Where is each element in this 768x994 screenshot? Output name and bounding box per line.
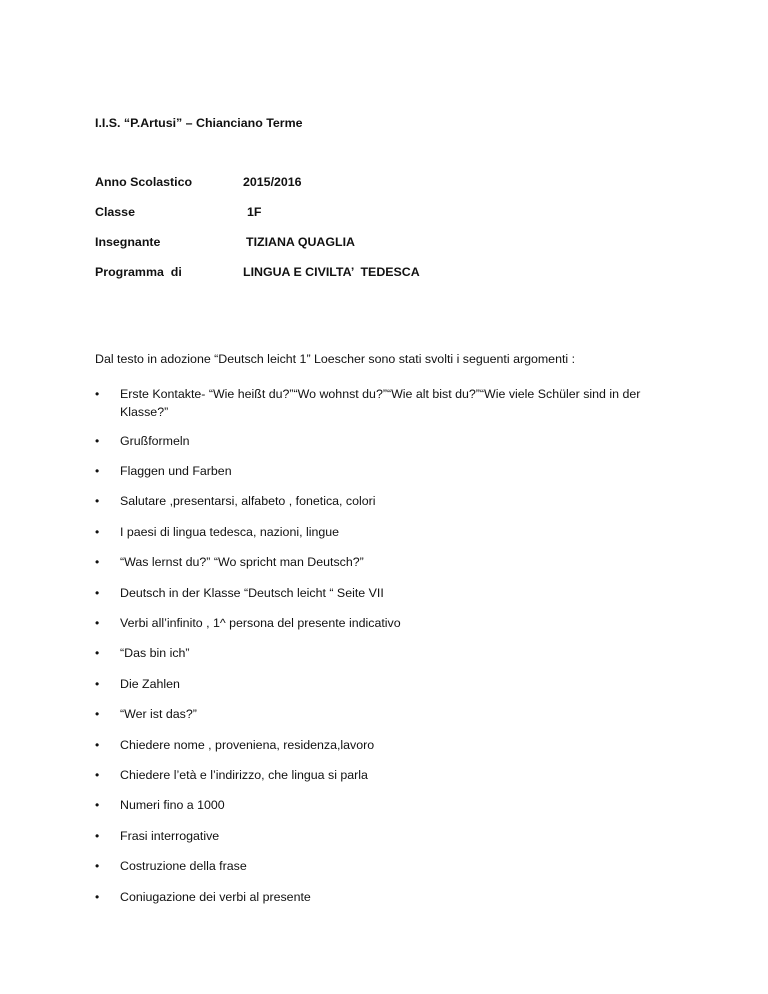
list-item: Grußformeln	[120, 434, 190, 448]
list-item: Chiedere nome , proveniena, residenza,lavoro	[120, 738, 375, 752]
list-item: Costruzione della frase	[120, 859, 247, 873]
info-value-anno: 2015/2016	[243, 175, 302, 189]
list-item: I paesi di lingua tedesca, nazioni, lingue	[120, 525, 340, 539]
info-value-classe: 1F	[247, 205, 262, 219]
bullet-icon: •	[95, 586, 100, 600]
info-value-programma: LINGUA E CIVILTA’ TEDESCA	[243, 265, 420, 279]
bullet-icon: •	[95, 494, 100, 508]
list-item: “Wer ist das?”	[120, 707, 197, 721]
intro-text: Dal testo in adozione “Deutsch leicht 1” Loescher sono stati svolti i seguenti argomenti :	[95, 352, 576, 366]
list-item: Chiedere l’età e l’indirizzo, che lingua si parla	[120, 768, 368, 782]
info-label-classe: Classe	[95, 205, 135, 219]
info-label-anno: Anno Scolastico	[95, 175, 193, 189]
bullet-icon: •	[95, 890, 100, 904]
bullet-icon: •	[95, 434, 100, 448]
list-item: Numeri fino a 1000	[120, 798, 225, 812]
list-item: Flaggen und Farben	[120, 464, 232, 478]
list-item: “Das bin ich”	[120, 646, 190, 660]
list-item: Erste Kontakte- “Wie heißt du?”“Wo wohnst du?”“Wie alt bist du?”“Wie viele Schüler sind in der Klasse?”	[120, 387, 641, 419]
info-label-programma: Programma di	[95, 265, 182, 279]
list-item: Frasi interrogative	[120, 829, 220, 843]
bullet-icon: •	[95, 525, 100, 539]
list-item: Coniugazione dei verbi al presente	[120, 890, 311, 904]
bullet-icon: •	[95, 829, 100, 843]
bullet-icon: •	[95, 677, 100, 691]
list-item: Die Zahlen	[120, 677, 180, 691]
bullet-icon: •	[95, 738, 100, 752]
bullet-icon: •	[95, 707, 100, 721]
list-item: Salutare ,presentarsi, alfabeto , fonetica, colori	[120, 494, 376, 508]
bullet-icon: •	[95, 616, 100, 630]
bullet-icon: •	[95, 387, 100, 401]
info-value-insegnante: TIZIANA QUAGLIA	[246, 235, 355, 249]
bullet-icon: •	[95, 464, 100, 478]
bullet-icon: •	[95, 859, 100, 873]
bullet-icon: •	[95, 768, 100, 782]
school-header: I.I.S. “P.Artusi” – Chianciano Terme	[95, 116, 303, 130]
list-item: Deutsch in der Klasse “Deutsch leicht “ Seite VII	[120, 586, 384, 600]
bullet-icon: •	[95, 798, 100, 812]
info-label-insegnante: Insegnante	[95, 235, 161, 249]
list-item: “Was lernst du?” “Wo spricht man Deutsch?”	[120, 555, 364, 569]
bullet-icon: •	[95, 555, 100, 569]
list-item: Verbi all’infinito , 1^ persona del presente indicativo	[120, 616, 401, 630]
bullet-icon: •	[95, 646, 100, 660]
